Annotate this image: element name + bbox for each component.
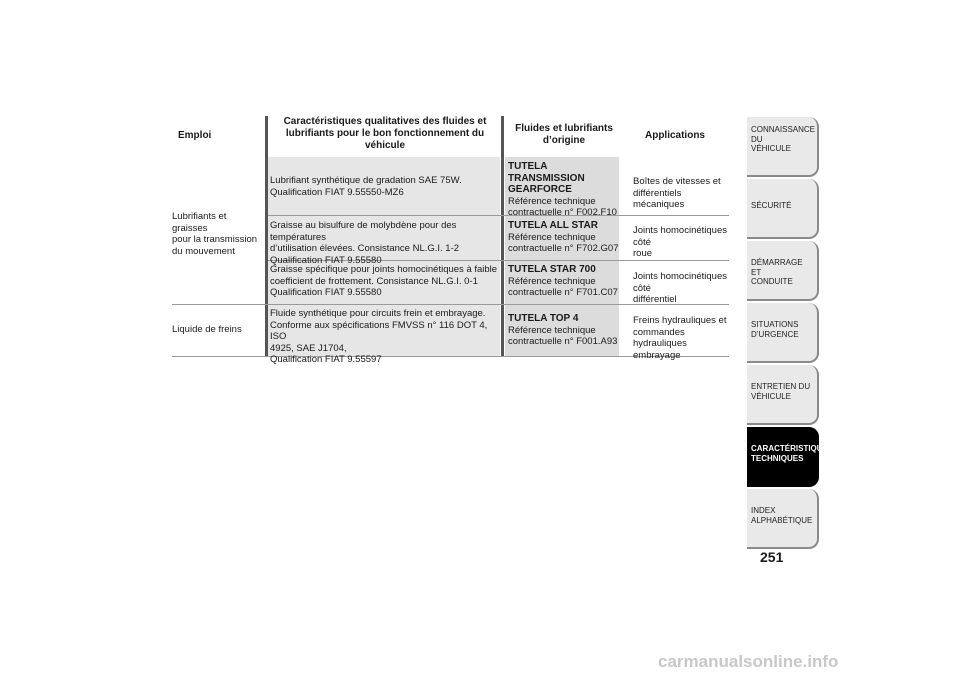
row-4-product: TUTELA TOP 4 Référence technique contractuelle n° F001.A93 — [508, 313, 618, 347]
tab-index-alphabetique[interactable]: INDEX ALPHABÉTIQUE — [747, 489, 819, 549]
tab-caracteristiques-techniques[interactable]: CARACTÉRISTIQUES TECHNIQUES — [747, 427, 819, 487]
row-3-characteristics: Graisse spécifique pour joints homocinétiques à faible coefficient de frottement. Consistance NL.G.I. 0-1 Qualification FIAT 9.55580 — [270, 264, 498, 298]
row-1-product: TUTELA TRANSMISSION GEARFORCE Référence technique contractuelle n° F002.F10 — [508, 161, 617, 218]
row-4-application: Freins hydrauliques et commandes hydrauliques embrayage — [633, 315, 727, 361]
row-divider — [619, 215, 729, 216]
tab-entretien-du-vehicule[interactable]: ENTRETIEN DU VÉHICULE — [747, 365, 819, 425]
row-1-characteristics: Lubrifiant synthétique de gradation SAE 75W. Qualification FIAT 9.55550-MZ6 — [270, 175, 462, 198]
group-label-transmission: Lubrifiants et graisses pour la transmission du mouvement — [172, 211, 258, 257]
header-applications: Applications — [644, 130, 705, 141]
row-1-application: Boîtes de vitesses et différentiels mécaniques — [633, 176, 721, 210]
header-characteristics: Caractéristiques qualitatives des fluides et lubrifiants pour le bon fonctionnement du véhicule — [283, 116, 487, 151]
row-4-characteristics: Fluide synthétique pour circuits frein et embrayage. Conforme aux spécifications FMVSS n° 116 DOT 4, ISO 4925, SAE J1704, Qualification FIAT 9.55597 — [270, 308, 488, 365]
column-divider — [501, 116, 504, 357]
row-2-product: TUTELA ALL STAR Référence technique contractuelle n° F702.G07 — [508, 220, 619, 254]
tab-situations-d-urgence[interactable]: SITUATIONS D’URGENCE — [747, 303, 819, 363]
header-fluids: Fluides et lubrifiants d’origine — [515, 123, 613, 146]
row-divider — [619, 260, 729, 261]
group-label-brake-fluid: Liquide de freins — [172, 324, 242, 335]
row-3-product: TUTELA STAR 700 Référence technique contractuelle n° F701.C07 — [508, 264, 618, 298]
tab-securite[interactable]: SÉCURITÉ — [747, 179, 819, 239]
header-emploi: Emploi — [178, 130, 212, 141]
tab-connaissance-du-vehicule[interactable]: CONNAISSANCE DU VÉHICULE — [747, 117, 819, 177]
row-2-application: Joints homocinétiques côté roue — [633, 225, 727, 259]
page-number: 251 — [760, 549, 784, 565]
tab-demarrage-et-conduite[interactable]: DÉMARRAGE ET CONDUITE — [747, 241, 819, 301]
row-2-characteristics: Graisse au bisulfure de molybdène pour des températures d’utilisation élevées. Consistance NL.G.I. 1-2 Qualification FIAT 9.55580 — [270, 220, 460, 266]
watermark-text: carmanualsonline.info — [658, 652, 839, 671]
row-3-application: Joints homocinétiques côté différentiel — [633, 271, 727, 305]
